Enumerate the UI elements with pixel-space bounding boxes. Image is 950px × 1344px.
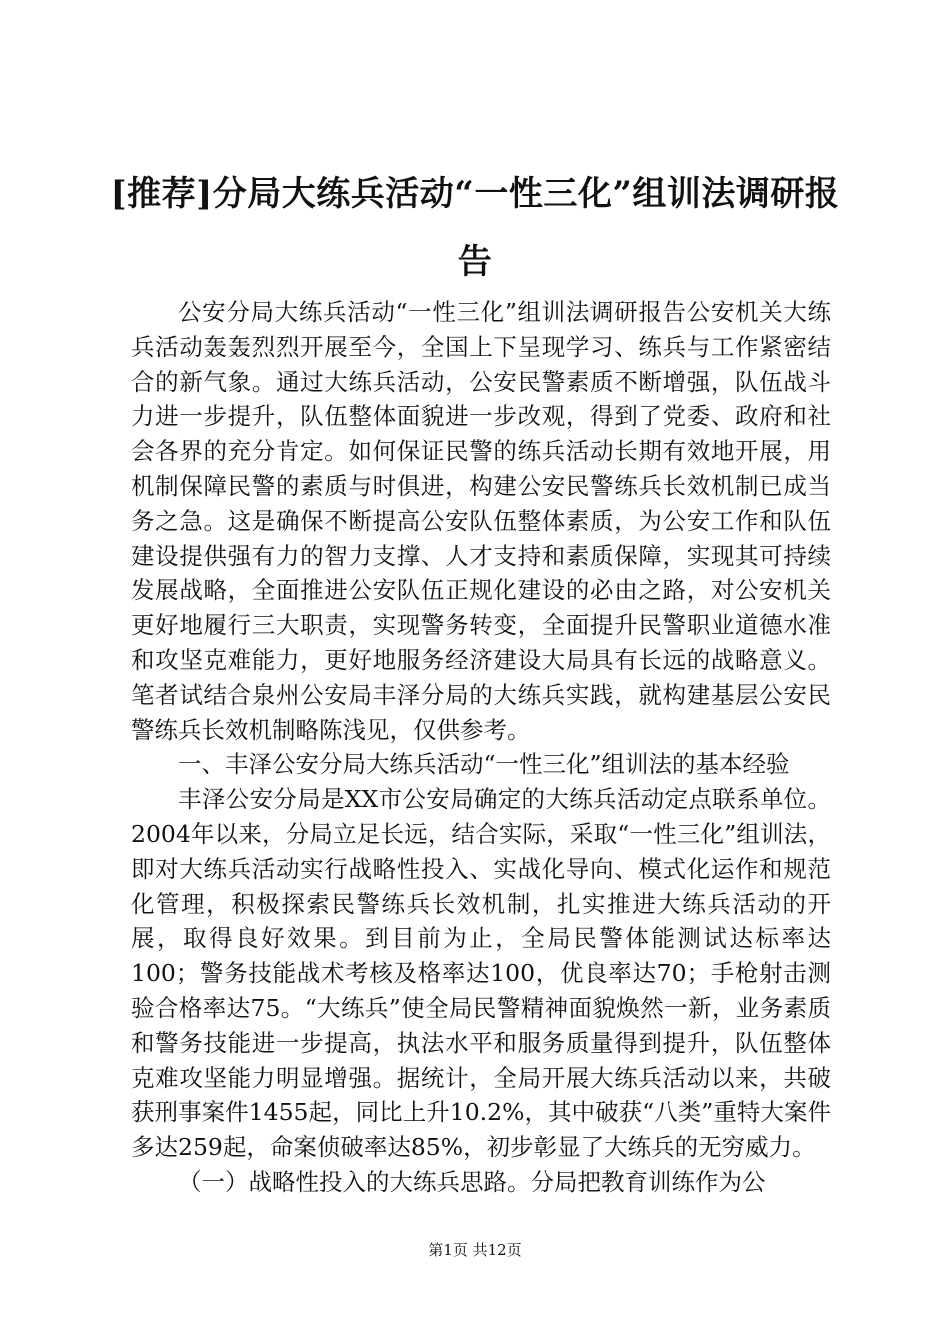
document-body xyxy=(131,295,831,1200)
page-number: 第1页 共12页 xyxy=(428,1241,522,1259)
section-heading: 一、丰泽公安分局大练兵活动“一性三化”组训法的基本经验 xyxy=(178,750,790,779)
paragraph-experience: 丰泽公安分局是XX市公安局确定的大练兵活动定点联系单位。2004年以来，分局立足长远，结合实际，采取“一性三化”组训法，即对大练兵活动实行战略性投入、实战化导向、模式化运作和规范化管理，积极探索民警练兵长效机制，扎实推进大练兵活动的开展，取得良好效果。到目前为止，全局民警体能测试达标率达100；警务技能战术考核及格率达100，优良率达70；手枪射击测验合格率达75。“大练兵”使全局民警精神面貌焕然一新，业务素质和警务技能进一步提高，执法水平和服务质量得到提升，队伍整体克难攻坚能力明显增强。据统计，全局开展大练兵活动以来，共破获刑事案件1455起，同比上升10.2%，其中破获“八类”重特大案件多达259起，命案侦破率达85%，初步彰显了大练兵的无穷威力。 xyxy=(131,785,831,1162)
paragraph-subsection: （一）战略性投入的大练兵思路。分局把教育训练作为公 xyxy=(178,1167,766,1196)
document-title: [推荐]分局大练兵活动“一性三化”组训法调研报告 xyxy=(110,174,840,282)
paragraph-intro: 公安分局大练兵活动“一性三化”组训法调研报告公安机关大练兵活动轰轰烈烈开展至今，全国上下呈现学习、练兵与工作紧密结合的新气象。通过大练兵活动，公安民警素质不断增强，队伍战斗力进一步提升，队伍整体面貌进一步改观，得到了党委、政府和社会各界的充分肯定。如何保证民警的练兵活动长期有效地开展，用机制保障民警的素质与时俱进，构建公安民警练兵长效机制已成当务之急。这是确保不断提高公安队伍整体素质，为公安工作和队伍建设提供强有力的智力支撑、人才支持和素质保障，实现其可持续发展战略，全面推进公安队伍正规化建设的必由之路，对公安机关更好地履行三大职责，实现警务转变，全面提升民警职业道德水准和攻坚克难能力，更好地服务经济建设大局具有长远的战略意义。笔者试结合泉州公安局丰泽分局的大练兵实践，就构建基层公安民警练兵长效机制略陈浅见，仅供参考。 xyxy=(131,298,831,744)
